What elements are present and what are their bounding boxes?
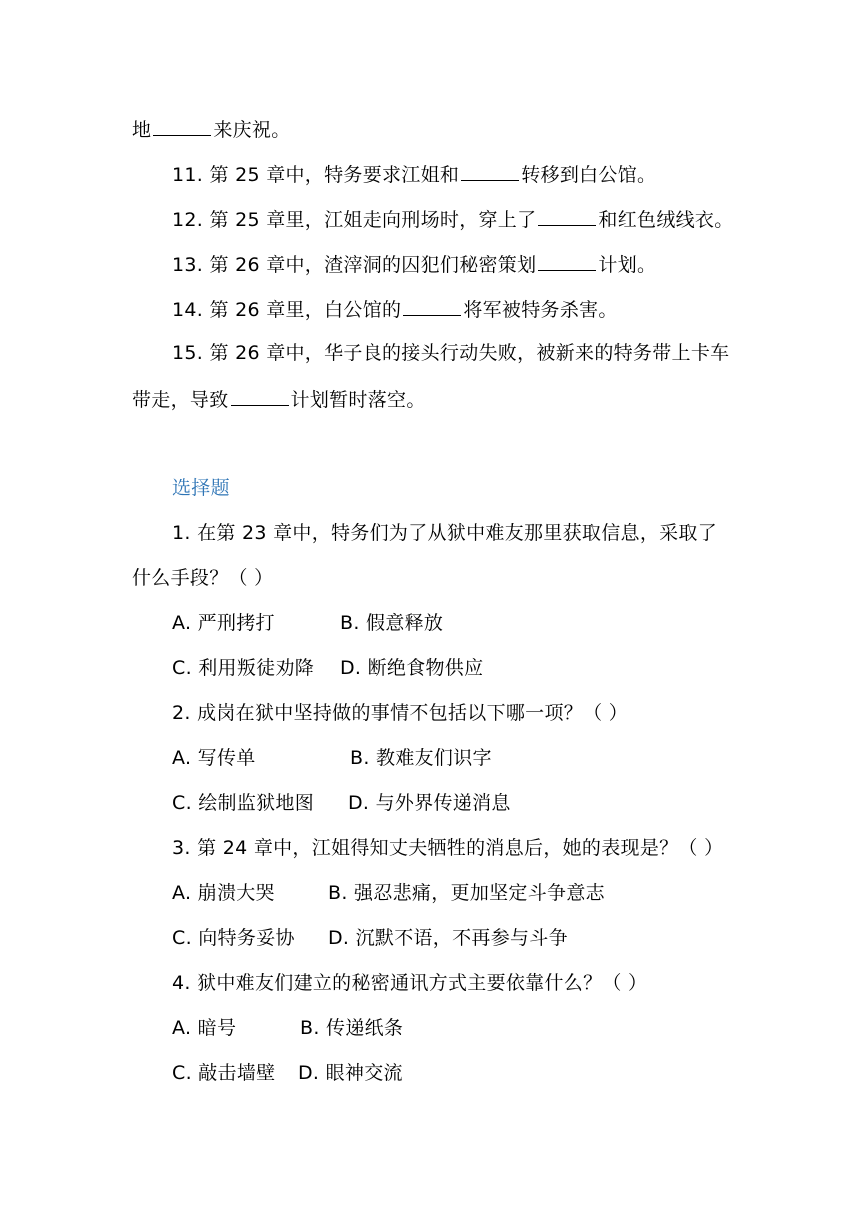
choice-question-4-options-row1: [172, 1013, 403, 1043]
option-d[interactable]: D. 断绝食物供应: [340, 657, 484, 679]
text: 和红色绒线衣。: [598, 209, 734, 231]
choice-question-2: 2. 成岗在狱中坚持做的事情不包括以下哪一项？（ ）: [172, 702, 629, 724]
text: 带走，导致: [132, 389, 229, 411]
answer-blank: [538, 248, 596, 271]
answer-blank: [461, 158, 519, 181]
option-b[interactable]: B. 教难友们识字: [350, 747, 492, 769]
choice-question-4-options-row2: [172, 1058, 403, 1088]
option-d[interactable]: D. 眼神交流: [298, 1062, 403, 1084]
fill-blank-question-14: [172, 293, 618, 323]
fill-blank-question-13: [172, 248, 656, 278]
text: 12. 第 25 章里，江姐走向刑场时，穿上了: [172, 209, 537, 231]
option-c[interactable]: C. 利用叛徒劝降: [172, 657, 315, 679]
option-a[interactable]: A. 严刑拷打: [172, 612, 275, 634]
text: 14. 第 26 章里，白公馆的: [172, 299, 402, 321]
choice-question-1-options-row2: [172, 653, 483, 683]
option-a[interactable]: A. 暗号: [172, 1017, 237, 1039]
answer-blank: [153, 113, 211, 136]
text: 转移到白公馆。: [521, 164, 657, 186]
option-b[interactable]: B. 传递纸条: [300, 1017, 404, 1039]
option-a[interactable]: A. 崩溃大哭: [172, 882, 275, 904]
fill-blank-question-15-line1: 15. 第 26 章中，华子良的接头行动失败，被新来的特务带上卡车: [172, 342, 730, 364]
section-heading-choice: 选择题: [172, 477, 230, 499]
choice-question-3-options-row1: [172, 878, 605, 908]
answer-blank: [538, 203, 596, 226]
choice-question-4: 4. 狱中难友们建立的秘密通讯方式主要依靠什么？（ ）: [172, 972, 648, 994]
option-b[interactable]: B. 假意释放: [340, 612, 444, 634]
text: 计划。: [598, 254, 657, 276]
option-c[interactable]: C. 向特务妥协: [172, 927, 295, 949]
answer-blank: [231, 383, 289, 406]
answer-blank: [403, 293, 461, 316]
choice-question-2-options-row2: [172, 788, 511, 818]
choice-question-3: 3. 第 24 章中，江姐得知丈夫牺牲的消息后，她的表现是？（ ）: [172, 837, 724, 859]
fill-blank-question-11: [172, 158, 656, 188]
option-b[interactable]: B. 强忍悲痛，更加坚定斗争意志: [328, 882, 605, 904]
text: 将军被特务杀害。: [463, 299, 618, 321]
option-c[interactable]: C. 敲击墙壁: [172, 1062, 276, 1084]
fill-blank-continuation: [132, 113, 291, 143]
text: 地: [132, 119, 152, 141]
choice-question-1-line2: 什么手段？（ ）: [132, 567, 274, 589]
text: 13. 第 26 章中，渣滓洞的囚犯们秘密策划: [172, 254, 537, 276]
text: 11. 第 25 章中，特务要求江姐和: [172, 164, 460, 186]
choice-question-1-options-row1: [172, 608, 443, 638]
option-a[interactable]: A. 写传单: [172, 747, 256, 769]
text: 计划暂时落空。: [290, 389, 426, 411]
fill-blank-question-15-line2: [132, 383, 426, 413]
option-d[interactable]: D. 沉默不语，不再参与斗争: [328, 927, 568, 949]
option-c[interactable]: C. 绘制监狱地图: [172, 792, 315, 814]
fill-blank-question-12: [172, 203, 734, 233]
choice-question-1-line1: 1. 在第 23 章中，特务们为了从狱中难友那里获取信息，采取了: [172, 522, 718, 544]
option-d[interactable]: D. 与外界传递消息: [348, 792, 511, 814]
choice-question-2-options-row1: [172, 743, 492, 773]
choice-question-3-options-row2: [172, 923, 568, 953]
text: 来庆祝。: [213, 119, 291, 141]
